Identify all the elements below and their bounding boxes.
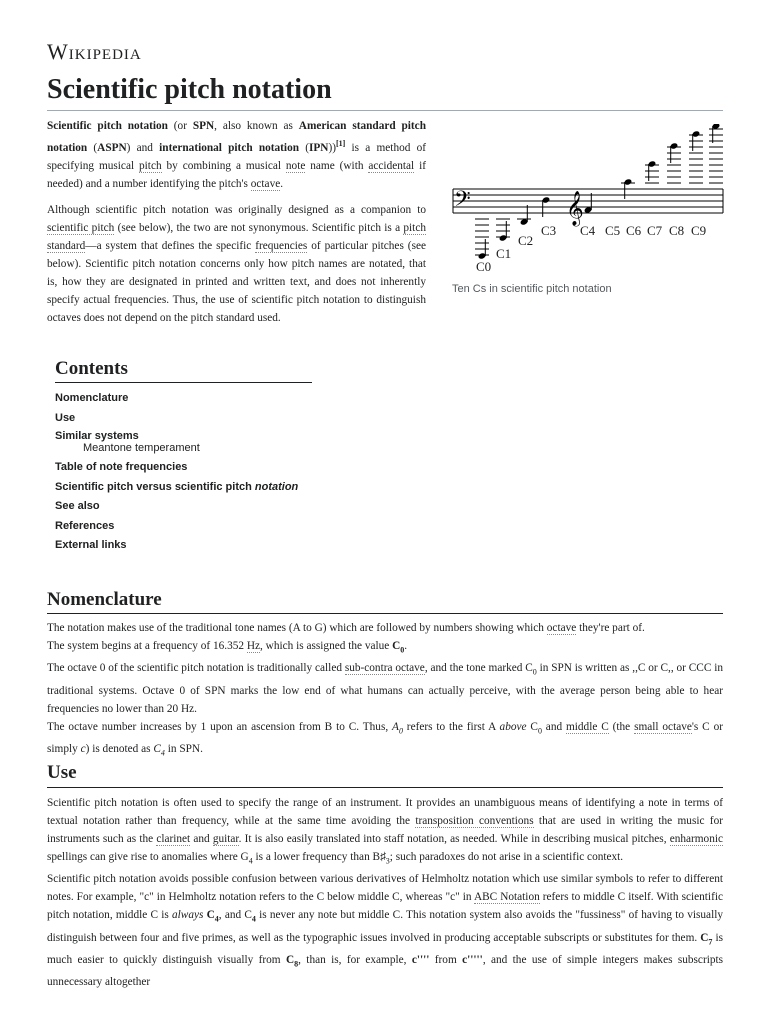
note-label-c0: C0 [476,259,492,274]
bold-term: C [203,909,215,922]
text: (the [608,720,635,733]
text: The octave 0 of the scientific pitch notation is traditionally called [47,662,345,675]
toc-item-label-italic: notation [254,480,299,493]
bold-term: c'''' [411,953,430,966]
text: , than is, for example, [298,953,412,966]
text: is much easier to quickly distinguish visually from [47,931,723,966]
text: in SPN. [164,742,203,755]
subscript: 4 [214,914,219,924]
table-of-contents [55,358,312,556]
title-divider [47,110,723,111]
link-pitch-standard[interactable]: pitch standard [47,221,426,252]
link-sub-contra-octave[interactable]: sub-contra octave [344,662,425,675]
text: is never any note but middle C. This notation system also avoids the "fussiness" of having to visually distinguish between four and five primes, as well as the typographic issues involved in producing acceptable subscripts or substitutes for them. [47,909,723,944]
nomenclature-body [47,619,723,762]
note-label-c6: C6 [626,223,642,238]
ten-cs-staff-figure[interactable] [448,124,728,284]
text: , and the tone marked C [424,662,533,675]
toc-item-see-also[interactable]: See also [55,500,100,512]
text: (or [167,120,193,132]
text: The system begins at a frequency of 16.352 [47,640,247,652]
text: )) [328,141,336,154]
note-label-c8: C8 [669,223,685,238]
toc-item-table-of-note-frequencies[interactable]: Table of note frequencies [55,461,188,473]
section-divider [47,613,723,614]
bass-clef-icon: 𝄢 [454,187,471,217]
wikipedia-wordmark[interactable]: Wikipedia [47,39,142,64]
figure-caption: Ten Cs in scientific pitch notation [452,283,612,295]
bold-term: c''''' [462,953,483,966]
text: ) is denoted as [85,742,154,755]
text: and [190,833,213,845]
toc-item-external-links[interactable]: External links [55,539,127,551]
nomenclature-line-3 [47,659,723,717]
toc-item-meantone-temperament[interactable]: Meantone temperament [83,442,200,454]
note-label-c3: C3 [541,223,557,238]
bold-term: C [285,953,295,966]
subscript: 0 [398,725,403,735]
text: , and C [218,909,252,922]
toc-item-similar-systems[interactable]: Similar systems [55,430,139,442]
subscript: 4 [251,914,256,924]
link-clarinet[interactable]: clarinet [156,833,191,845]
toc-item-nomenclature[interactable]: Nomenclature [55,392,129,404]
bold-term: C [700,931,709,944]
bold-term: C [392,640,401,652]
bold-term: international pitch notation [159,141,300,154]
link-small-octave[interactable]: small octave [634,720,692,733]
text: name (with [305,159,369,172]
link-frequencies[interactable]: frequencies [255,239,308,252]
subscript: 0 [532,667,537,677]
text: is a lower frequency than B♯ [252,851,386,863]
text: Scientific pitch notation is often used to specify the range of an instrument. It provides an unambiguous means of identifying a note in terms of textual notation rather than frequency, while at the same time avoiding the [47,797,723,827]
text: , and the use of simple integers makes subscripts unnecessary altogether [47,953,724,988]
subscript: 0 [400,645,405,655]
bold-term: IPN [309,141,329,154]
text: The octave number increases by 1 upon an ascension from B to C. Thus, [47,720,393,733]
treble-clef-icon: 𝄞 [566,191,584,226]
text: and [541,720,566,733]
link-middle-c[interactable]: middle C [565,720,609,733]
text: ; such paradoxes do not arise in a scientific context. [389,851,624,863]
toc-item-use[interactable]: Use [55,411,76,424]
text: ) and [126,141,160,154]
toc-item-references[interactable]: References [55,519,115,532]
text: refers to the first A [402,720,500,733]
text: that are used in writing the music for instruments such as the [47,815,723,845]
link-octave[interactable]: octave [546,622,577,634]
note-label-c5: C5 [605,223,621,238]
italic-term: C [153,742,161,755]
text: ( [299,141,309,154]
note-label-c1: C1 [496,246,512,261]
toc-item-scientific-pitch-versus[interactable] [55,478,312,498]
subscript: 0 [537,725,542,735]
nomenclature-line-4 [47,718,723,763]
link-accidental[interactable]: accidental [368,159,415,172]
subscript: 4 [248,856,253,866]
note-labels [476,223,706,274]
text: if needed) and a number identifying the pitch's [47,159,426,190]
text: . [280,177,284,190]
section-heading-use: Use [47,762,77,783]
toc-title: Contents [55,358,312,383]
note-label-c9: C9 [691,223,707,238]
text: 's C or simply [47,720,723,755]
subscript: 7 [708,936,713,946]
note-label-c2: C2 [518,233,534,248]
nomenclature-line-1 [47,619,723,637]
text: by combining a musical [161,159,286,172]
text: ( [87,141,98,154]
bold-term: Scientific pitch notation [47,120,168,132]
subscript: 8 [294,959,299,968]
link-scientific-pitch[interactable]: scientific pitch [47,221,115,234]
text: Scientific pitch notation avoids possible confusion between various derivatives of Helmholtz notation which use similar symbols to refer to different notes. For example, "c" in Helmholtz notation refers to the C below middle C, whereas "c" in [47,873,723,904]
text: , which is assigned the value [260,640,393,652]
text: (see below), the two are not synonymous. Scientific pitch is a [114,221,404,234]
subscript: 4 [160,748,165,757]
bold-term: American standard pitch notation [47,120,426,154]
section-divider [47,787,723,788]
text: refers to middle C itself. With scientific pitch notation, middle C is [47,891,723,922]
text: . [404,640,408,652]
text: is a method of specifying musical [47,141,427,172]
link-pitch[interactable]: pitch [139,159,162,172]
italic-term: A [392,720,399,733]
use-paragraph-2 [47,870,723,991]
use-paragraph-1 [47,794,723,870]
text: —a system that defines the specific [85,239,256,252]
lead-paragraph-1 [47,117,426,193]
link-abc-notation[interactable]: ABC Notation [473,891,540,904]
reference-link[interactable]: [1] [336,139,346,148]
bold-term: SPN [192,120,215,132]
link-guitar[interactable]: guitar [212,833,239,845]
text: . It is also easily translated into staff notation, as needed. While in describing musical pitches, [238,833,670,845]
link-enharmonic[interactable]: enharmonic [669,833,724,845]
text: C [526,720,538,733]
nomenclature-line-2 [47,637,723,659]
text: of particular pitches (see below). Scientific pitch notation concerns only how pitch names are notated, that is, how they are designated in printed and written text, and does not inherently specify actual frequencies. Thus, the use of scientific pitch notation to distinguish octaves does not depend on the pitch standard used. [47,239,426,324]
lead-section [47,117,426,335]
page-title: Scientific pitch notation [47,74,332,105]
link-transposition-conventions[interactable]: transposition conventions [415,815,534,827]
link-octave[interactable]: octave [250,177,281,190]
text: they're part of. [576,622,645,634]
text: The notation makes use of the traditional tone names (A to G) which are followed by numbers showing which [47,622,547,634]
notes-group [475,124,723,260]
italic-term: always [172,909,204,922]
bold-term: ASPN [97,141,127,154]
text: , also known as [214,120,299,132]
italic-term: c [80,742,86,755]
lead-paragraph-2 [47,201,426,327]
link-note[interactable]: note [285,159,306,172]
text: spellings can give rise to anomalies where G [47,851,249,863]
text: in SPN is written as ,,C or C,, or CCC in traditional systems. Octave 0 of SPN marks the low end of what humans can actually perceive, with the average person being able to hear frequencies no lower than 20 Hz. [47,662,723,715]
section-heading-nomenclature: Nomenclature [47,589,162,610]
subscript: 3 [385,856,390,866]
text: from [429,953,463,966]
text: Although scientific pitch notation was originally designed as a companion to [47,203,426,216]
note-label-c4: C4 [580,223,596,238]
link-hz[interactable]: Hz [246,640,261,652]
italic-term: above [499,720,527,733]
note-label-c7: C7 [647,223,663,238]
use-body [47,794,723,991]
toc-item-label: Scientific pitch versus scientific pitch [55,480,255,493]
